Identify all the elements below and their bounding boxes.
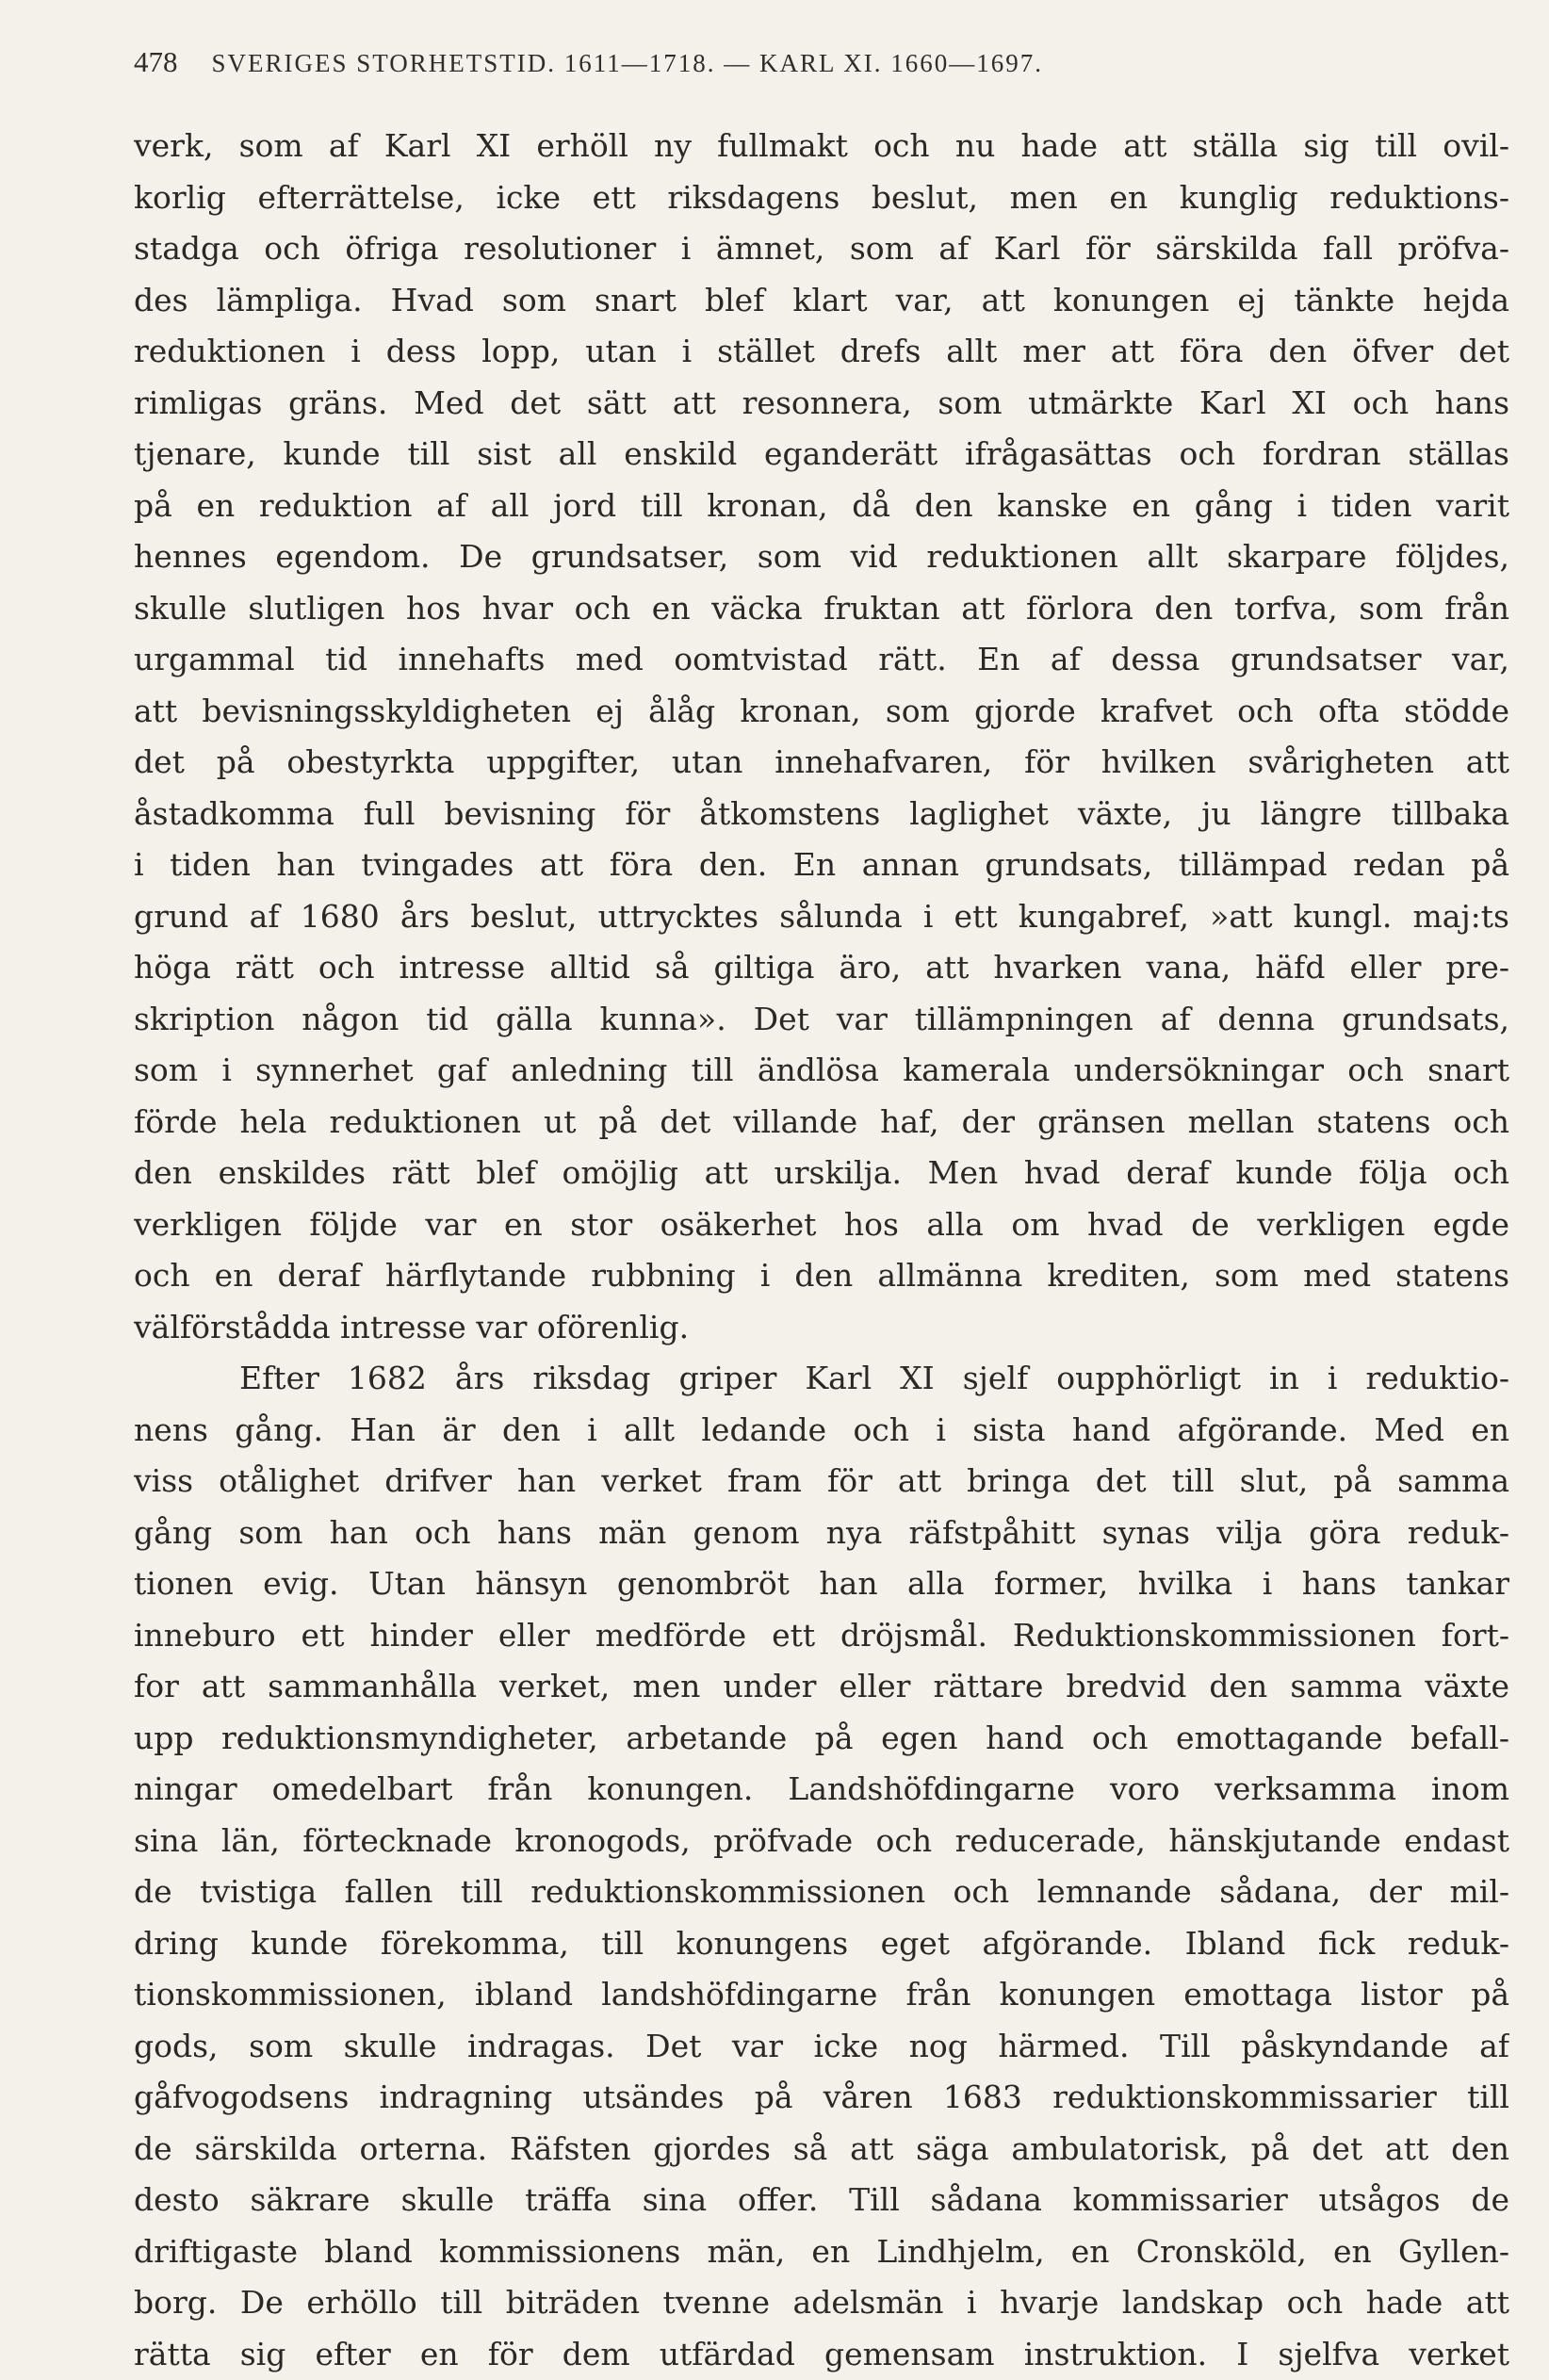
text-line: korlig efterrättelse, icke ett riksdagens beslut, men en kunglig reduktions-: [134, 172, 1509, 224]
text-line: viss otålighet drifver han verket fram för att bringa det till slut, på samma: [134, 1456, 1509, 1508]
text-line: des lämpliga. Hvad som snart blef klart var, att konungen ej tänkte hejda: [134, 275, 1509, 327]
text-line: att bevisningsskyldigheten ej ålåg kronan, som gjorde krafvet och ofta stödde: [134, 686, 1509, 738]
text-line: skulle slutligen hos hvar och en väcka fruktan att förlora den torfva, som från: [134, 583, 1509, 635]
text-line: tionskommissionen, ibland landshöfdingarne från konungen emottaga listor på: [134, 1969, 1509, 2021]
text-line: på en reduktion af all jord till kronan, då den kanske en gång i tiden varit: [134, 481, 1509, 532]
text-line: sina län, förtecknade kronogods, pröfvade och reducerade, hänskjutande endast: [134, 1816, 1509, 1867]
text-line: tjenare, kunde till sist all enskild eganderätt ifrågasättas och fordran ställas: [134, 429, 1509, 481]
body-text: [134, 121, 1509, 2380]
text-line: hennes egendom. De grundsatser, som vid reduktionen allt skarpare följdes,: [134, 531, 1509, 583]
text-line: urgammal tid innehafts med oomtvistad rätt. En af dessa grundsatser var,: [134, 634, 1509, 686]
text-line: höga rätt och intresse alltid så giltiga äro, att hvarken vana, häfd eller pre-: [134, 942, 1509, 994]
text-line: for att sammanhålla verket, men under eller rättare bredvid den samma växte: [134, 1661, 1509, 1713]
text-line: rätta sig efter en för dem utfärdad gemensam instruktion. I sjelfva verket: [134, 2329, 1509, 2380]
text-line: ningar omedelbart från konungen. Landshöfdingarne voro verksamma inom: [134, 1764, 1509, 1816]
text-line: de tvistiga fallen till reduktionskommissionen och lemnande sådana, der mil-: [134, 1867, 1509, 1918]
text-line: stadga och öfriga resolutioner i ämnet, som af Karl för särskilda fall pröfva-: [134, 223, 1509, 275]
text-line: åstadkomma full bevisning för åtkomstens laglighet växte, ju längre tillbaka: [134, 789, 1509, 840]
page-number: 478: [134, 45, 178, 78]
text-line: verkligen följde var en stor osäkerhet hos alla om hvad de verkligen egde: [134, 1199, 1509, 1251]
text-line: de särskilda orterna. Räfsten gjordes så att säga ambulatorisk, på det att den: [134, 2124, 1509, 2176]
text-line: gång som han och hans män genom nya räfstpåhitt synas vilja göra reduk-: [134, 1508, 1509, 1559]
text-line: gods, som skulle indragas. Det var icke nog härmed. Till påskyndande af: [134, 2021, 1509, 2073]
text-line: desto säkrare skulle träffa sina offer. Till sådana kommissarier utsågos de: [134, 2175, 1509, 2226]
text-line: inneburo ett hinder eller medförde ett dröjsmål. Reduktionskommissionen fort-: [134, 1610, 1509, 1662]
text-line: reduktionen i dess lopp, utan i stället drefs allt mer att föra den öfver det: [134, 326, 1509, 378]
text-line: borg. De erhöllo till biträden tvenne adelsmän i hvarje landskap och hade att: [134, 2277, 1509, 2329]
text-line: rimligas gräns. Med det sätt att resonnera, som utmärkte Karl XI och hans: [134, 378, 1509, 430]
text-line: i tiden han tvingades att föra den. En annan grundsats, tillämpad redan på: [134, 840, 1509, 891]
paragraph-end-line: välförstådda intresse var oförenlig.: [134, 1302, 1509, 1354]
text-line: gåfvogodsens indragning utsändes på våren 1683 reduktionskommissarier till: [134, 2072, 1509, 2124]
text-line: driftigaste bland kommissionens män, en Lindhjelm, en Cronsköld, en Gyllen-: [134, 2226, 1509, 2278]
text-line: det på obestyrkta uppgifter, utan innehafvaren, för hvilken svårigheten att: [134, 737, 1509, 789]
text-line: dring kunde förekomma, till konungens eget afgörande. Ibland fick reduk-: [134, 1918, 1509, 1970]
text-line: och en deraf härflytande rubbning i den allmänna krediten, som med statens: [134, 1250, 1509, 1302]
text-line: verk, som af Karl XI erhöll ny fullmakt och nu hade att ställa sig till ovil-: [134, 121, 1509, 172]
text-line: som i synnerhet gaf anledning till ändlösa kamerala undersökningar och snart: [134, 1045, 1509, 1097]
text-line: nens gång. Han är den i allt ledande och i sista hand afgörande. Med en: [134, 1405, 1509, 1457]
text-line: tionen evig. Utan hänsyn genombröt han alla former, hvilka i hans tankar: [134, 1558, 1509, 1610]
paragraph-start-line: Efter 1682 års riksdag griper Karl XI sjelf oupphörligt in i reduktio-: [134, 1353, 1509, 1405]
text-line: grund af 1680 års beslut, uttrycktes sålunda i ett kungabref, »att kungl. maj:ts: [134, 891, 1509, 943]
text-line: förde hela reduktionen ut på det villande haf, der gränsen mellan statens och: [134, 1097, 1509, 1149]
text-line: den enskildes rätt blef omöjlig att urskilja. Men hvad deraf kunde följa och: [134, 1148, 1509, 1199]
running-header: [134, 45, 1509, 92]
text-line: skription någon tid gälla kunna». Det var tillämpningen af denna grundsats,: [134, 994, 1509, 1046]
text-line: upp reduktionsmyndigheter, arbetande på egen hand och emottagande befall-: [134, 1713, 1509, 1765]
running-title: SVERIGES STORHETSTID. 1611—1718. — KARL XI. 1660—1697.: [212, 49, 1044, 77]
